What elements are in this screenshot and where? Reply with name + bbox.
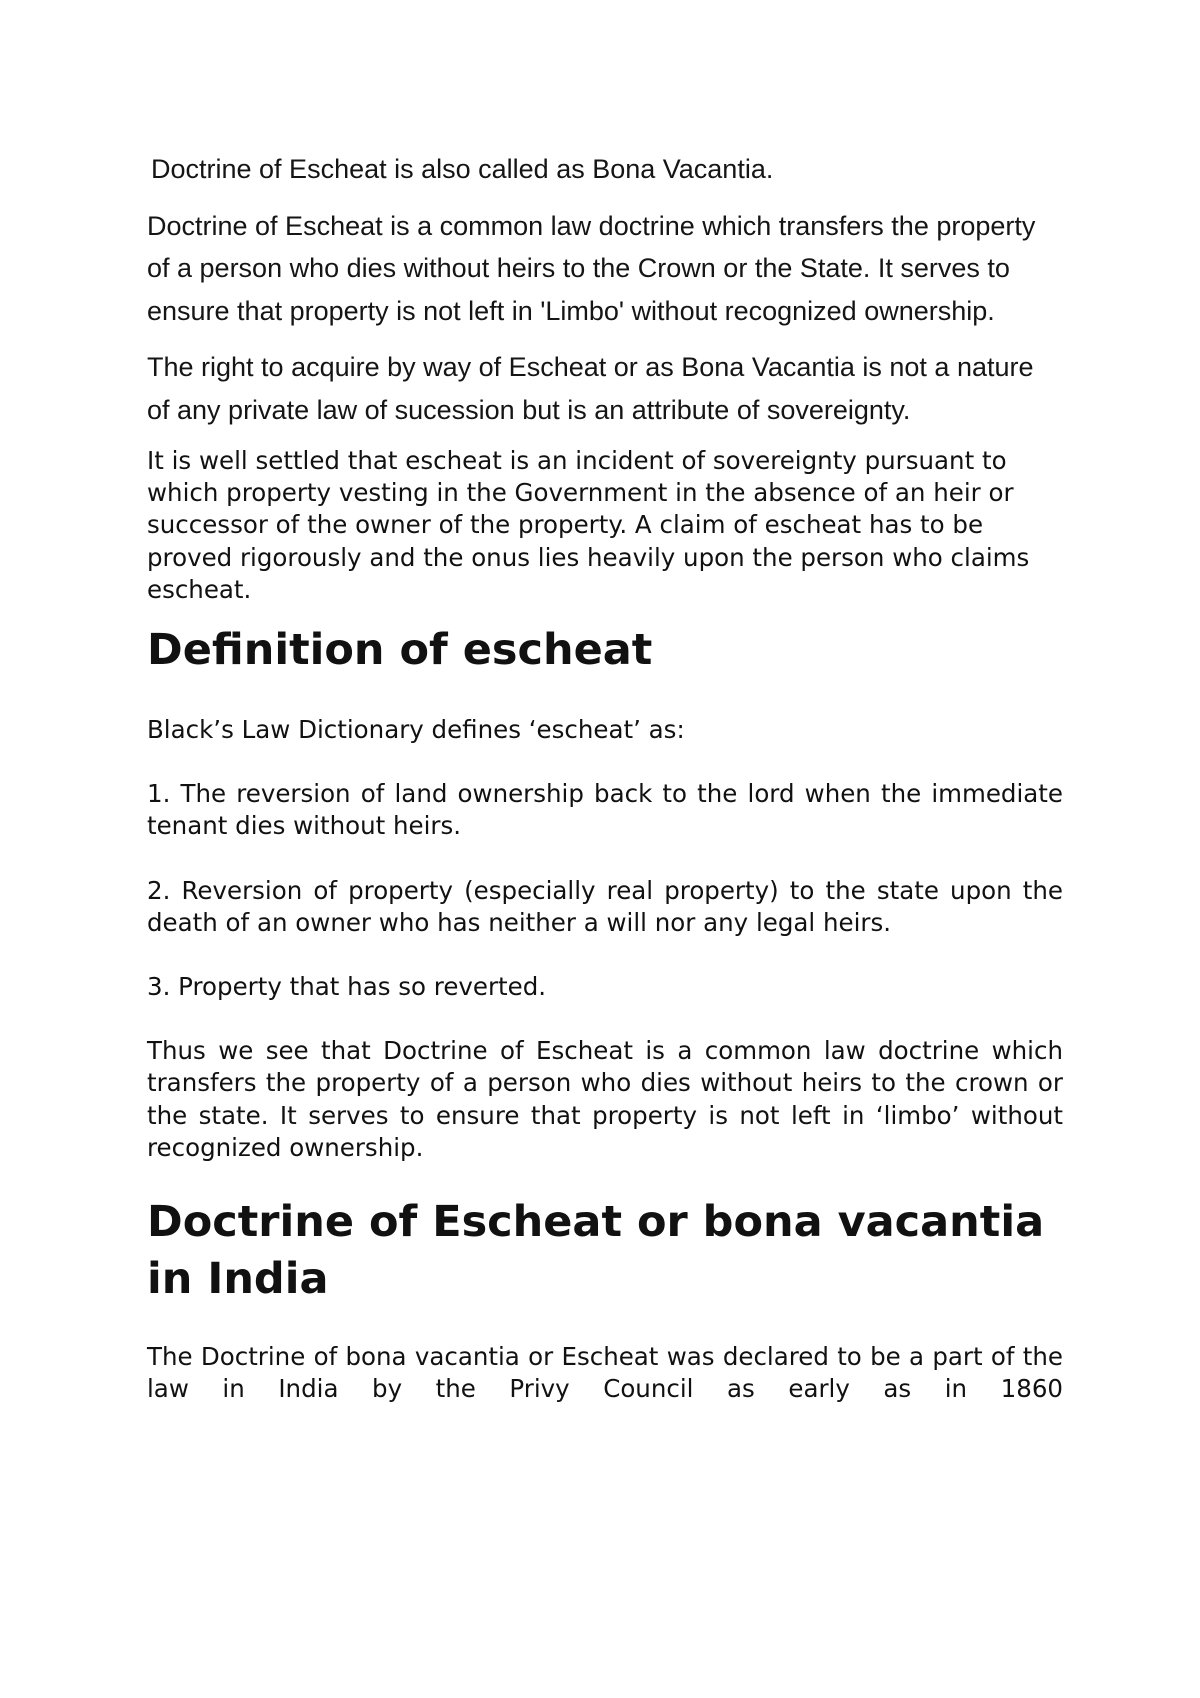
sovereignty-paragraph: The right to acquire by way of Escheat or as Bona Vacantia is not a nature of any private law of sucession but is an attribute of sovereignty. (147, 352, 1034, 425)
india-heading: Doctrine of Escheat or bona vacantia in India (147, 1197, 1045, 1305)
definition-item-2: 2. Reversion of property (especially real property) to the state upon the death of an owner who has neither a will nor any legal heirs. (147, 875, 1063, 937)
document-page (147, 0, 1063, 1698)
india-paragraph: The Doctrine of bona vacantia or Escheat was declared to be a part of the law in India by the Privy Council as early as in 1860 (147, 1342, 1063, 1404)
thus-paragraph: Thus we see that Doctrine of Escheat is a common law doctrine which transfers the property of a person who dies without heirs to the crown or the state. It serves to ensure that property is not left in ‘limbo’ without recognized ownership. (147, 1036, 1063, 1162)
definition-item-3: 3. Property that has so reverted. (147, 972, 547, 1002)
intro-paragraph: Doctrine of Escheat is also called as Bona Vacantia. (151, 154, 774, 184)
definition-heading: Definition of escheat (147, 625, 653, 676)
blacks-law-intro: Black’s Law Dictionary defines ‘escheat’ as: (147, 715, 685, 745)
settled-paragraph: It is well settled that escheat is an incident of sovereignty pursuant to which property vesting in the Government in the absence of an heir or successor of the owner of the property. A claim of escheat has to be proved rigorously and the onus lies heavily upon the person who claims escheat. (147, 446, 1030, 604)
definition-item-1: 1. The reversion of land ownership back to the lord when the immediate tenant dies without heirs. (147, 779, 1063, 841)
common-law-paragraph: Doctrine of Escheat is a common law doctrine which transfers the property of a person who dies without heirs to the Crown or the State. It serves to ensure that property is not left in 'Limbo' without recognized ownership. (147, 210, 1036, 326)
